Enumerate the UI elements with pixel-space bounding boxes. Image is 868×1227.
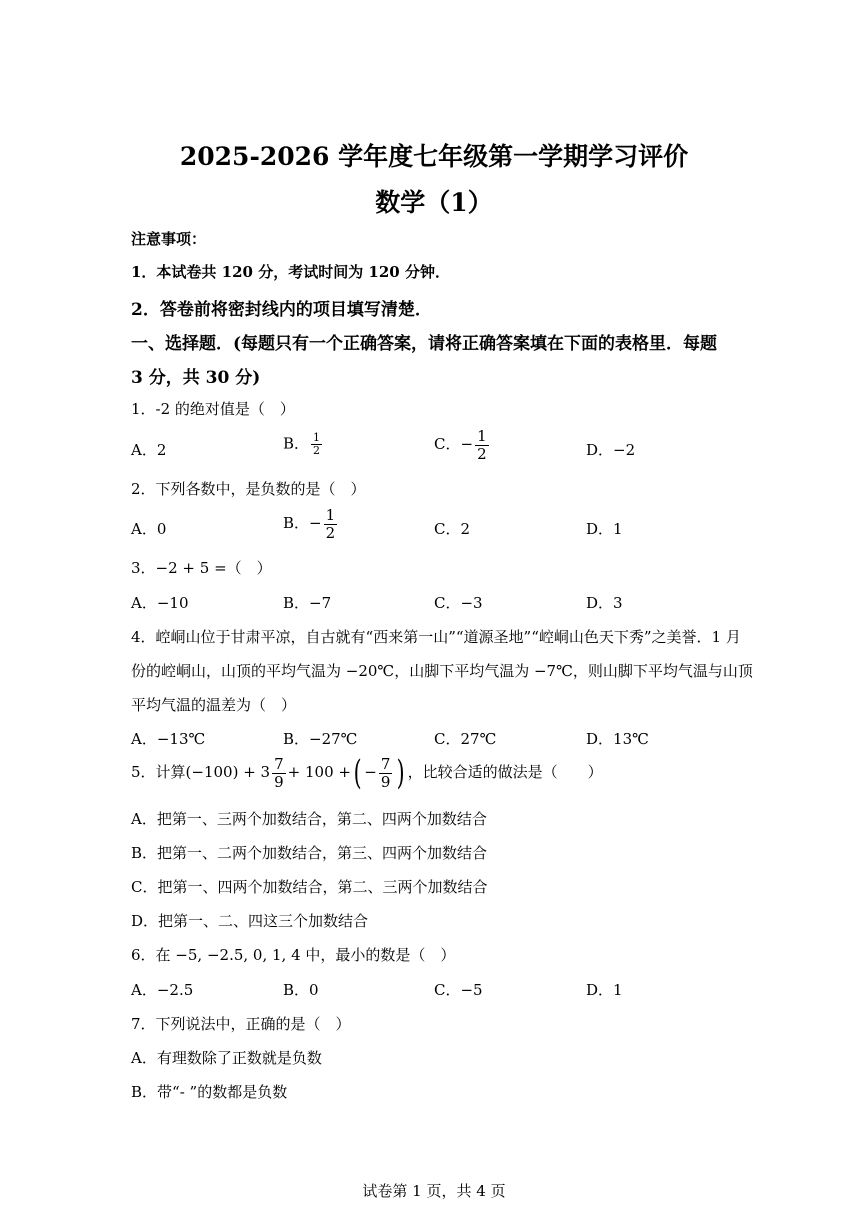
q6-option-d: D．1 [586, 981, 623, 999]
question-4-line-3: 平均气温的温差为（ ） [131, 696, 297, 714]
q6-option-b: B．0 [283, 981, 319, 999]
page-footer: 试卷第 1 页，共 4 页 [362, 1182, 506, 1200]
q1-option-b: B． $\frac{1}{2}$ [283, 431, 321, 458]
q7-option-b: B．带“- ”的数都是负数 [131, 1083, 288, 1101]
question-2-stem: 2．下列各数中，是负数的是（ ） [131, 480, 366, 498]
q3-option-c: C．−3 [434, 594, 483, 612]
q2-option-b: B．− $\frac{1}{2}$ [283, 506, 336, 542]
question-3-stem: 3．−2 + 5 =（ ） [131, 559, 272, 577]
q2-option-d: D．1 [586, 520, 623, 538]
q6-option-c: C．−5 [434, 981, 483, 999]
q5-option-c: C．把第一、四两个加数结合，第二、三两个加数结合 [131, 878, 488, 896]
q5-neg-fraction: $\frac{7}{9}$ [380, 755, 391, 791]
q4-option-a: A．−13℃ [131, 730, 206, 748]
q3-option-b: B．−7 [283, 594, 332, 612]
q5-option-a: A．把第一、三两个加数结合，第二、四两个加数结合 [131, 810, 487, 828]
q4-option-d: D．13℃ [586, 730, 649, 748]
q1-option-d: D．−2 [586, 441, 636, 459]
question-5-stem: 5．计算(−100) + 3 $\frac{7}{9}$ + 100 +( − $\frac{7}{9}$ ) ，比较合适的做法是（ ） [131, 753, 603, 793]
section-heading-line-1: 一、选择题．(每题只有一个正确答案，请将正确答案填在下面的表格里．每题 [131, 334, 718, 354]
question-4-line-2: 份的崆峒山，山顶的平均气温为 −20℃，山脚下平均气温为 −7℃，则山脚下平均气温与山顶 [131, 662, 753, 680]
q3-option-d: D．3 [586, 594, 623, 612]
q5-option-d: D．把第一、二、四这三个加数结合 [131, 912, 369, 930]
notes-item-2: 2．答卷前将密封线内的项目填写清楚． [131, 300, 432, 320]
q5-mixed-fraction: $\frac{7}{9}$ [274, 755, 284, 791]
q2-option-a: A．0 [131, 520, 167, 538]
q3-option-a: A．−10 [131, 594, 189, 612]
q1-c-fraction: $\frac{1}{2}$ [477, 427, 487, 463]
q1-option-c: C．− $\frac{1}{2}$ [434, 427, 487, 463]
q5-option-b: B．把第一、二两个加数结合，第三、四两个加数结合 [131, 844, 488, 862]
q1-b-fraction: $\frac{1}{2}$ [313, 431, 321, 458]
q4-option-b: B．−27℃ [283, 730, 358, 748]
notes-heading: 注意事项： [131, 230, 207, 248]
q1-option-a: A．2 [131, 441, 167, 459]
q2-option-c: C．2 [434, 520, 471, 538]
exam-title: 2025-2026 学年度七年级第一学期学习评价 [179, 142, 689, 171]
question-1-stem: 1．-2 的绝对值是（ ） [131, 400, 295, 418]
q2-b-fraction: $\frac{1}{2}$ [325, 506, 336, 542]
q6-option-a: A．−2.5 [131, 981, 194, 999]
exam-subtitle: 数学（1） [375, 188, 493, 217]
question-7-stem: 7．下列说法中，正确的是（ ） [131, 1015, 351, 1033]
question-6-stem: 6．在 −5, −2.5, 0, 1, 4 中，最小的数是（ ） [131, 946, 456, 964]
question-4-line-1: 4．崆峒山位于甘肃平凉，自古就有“西来第一山”“道源圣地”“崆峒山色天下秀”之美誉．1 月 [131, 628, 741, 646]
section-heading-line-2: 3 分，共 30 分) [131, 368, 261, 388]
q4-option-c: C．27℃ [434, 730, 497, 748]
q5-expression: (−100) + 3 $\frac{7}{9}$ + 100 +( − $\frac{7}{9}$ ) [185, 753, 405, 793]
q7-option-a: A．有理数除了正数就是负数 [131, 1049, 322, 1067]
notes-item-1: 1．本试卷共 120 分，考试时间为 120 分钟． [131, 263, 450, 281]
